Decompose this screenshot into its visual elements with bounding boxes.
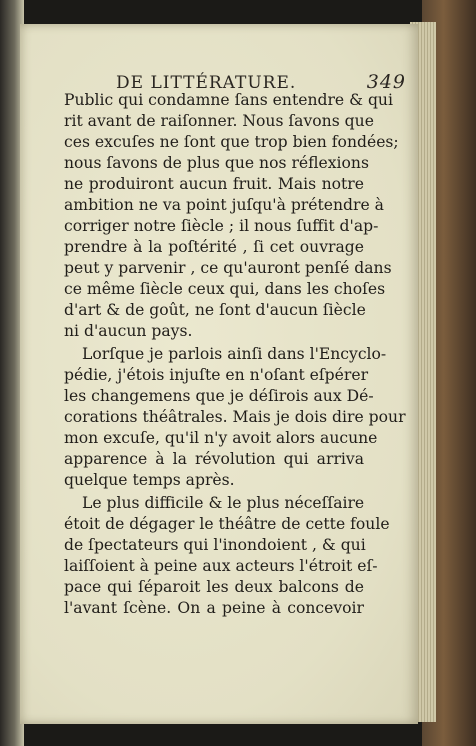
text-line: pédie, j'étois injuſte en n'oſant eſpérer <box>64 366 369 384</box>
text-line: rit avant de raiſonner. Nous ſavons que <box>64 112 374 130</box>
text-line: d'art & de goût, ne ſont d'aucun ſiècle <box>64 301 366 319</box>
text-line: corriger notre ſiècle ; il nous ſuffit d'ap- <box>64 217 379 235</box>
text-line: quelque temps après. <box>64 471 235 489</box>
text-line: ambition ne va point juſqu'à prétendre à <box>64 196 384 214</box>
text-line: pace qui ſéparoit les deux balcons de <box>64 578 364 596</box>
text-line: Lorſque je parlois ainſi dans l'Encyclo- <box>82 345 387 363</box>
text-line: ce même ſiècle ceux qui, dans les choſes <box>64 280 386 298</box>
text-line: ne produiront aucun fruit. Mais notre <box>64 175 364 193</box>
text-line: mon excuſe, qu'il n'y avoit alors aucune <box>64 429 378 447</box>
text-line: apparence à la révolution qui arriva <box>64 450 364 468</box>
text-line: Le plus difficile & le plus néceſſaire <box>82 494 365 512</box>
text-line: l'avant ſcène. On a peine à concevoir <box>64 599 364 617</box>
text-line: ni d'aucun pays. <box>64 322 193 340</box>
text-line: nous ſavons de plus que nos réflexions <box>64 154 369 172</box>
page-number: 349 <box>366 71 406 93</box>
text-line: corations théâtrales. Mais je dois dire pour <box>64 408 406 426</box>
running-title: DE LITTÉRATURE. <box>116 73 297 93</box>
text-line: les changemens que je déſirois aux Dé- <box>64 387 374 405</box>
text-line: prendre à la poſtérité , ſi cet ouvrage <box>64 238 364 256</box>
text-line: Public qui condamne ſans entendre & qui <box>64 91 393 109</box>
text-line: étoit de dégager le théâtre de cette foule <box>64 515 390 533</box>
text-line: peut y parvenir , ce qu'auront penſé dans <box>64 259 392 277</box>
body-text <box>64 90 406 619</box>
text-line: de ſpectateurs qui l'inondoient , & qui <box>64 536 366 554</box>
text-line: laiſſoient à peine aux acteurs l'étroit eſ- <box>64 557 378 575</box>
text-line: ces excuſes ne ſont que trop bien fondées; <box>64 133 399 151</box>
book-page <box>20 24 418 724</box>
